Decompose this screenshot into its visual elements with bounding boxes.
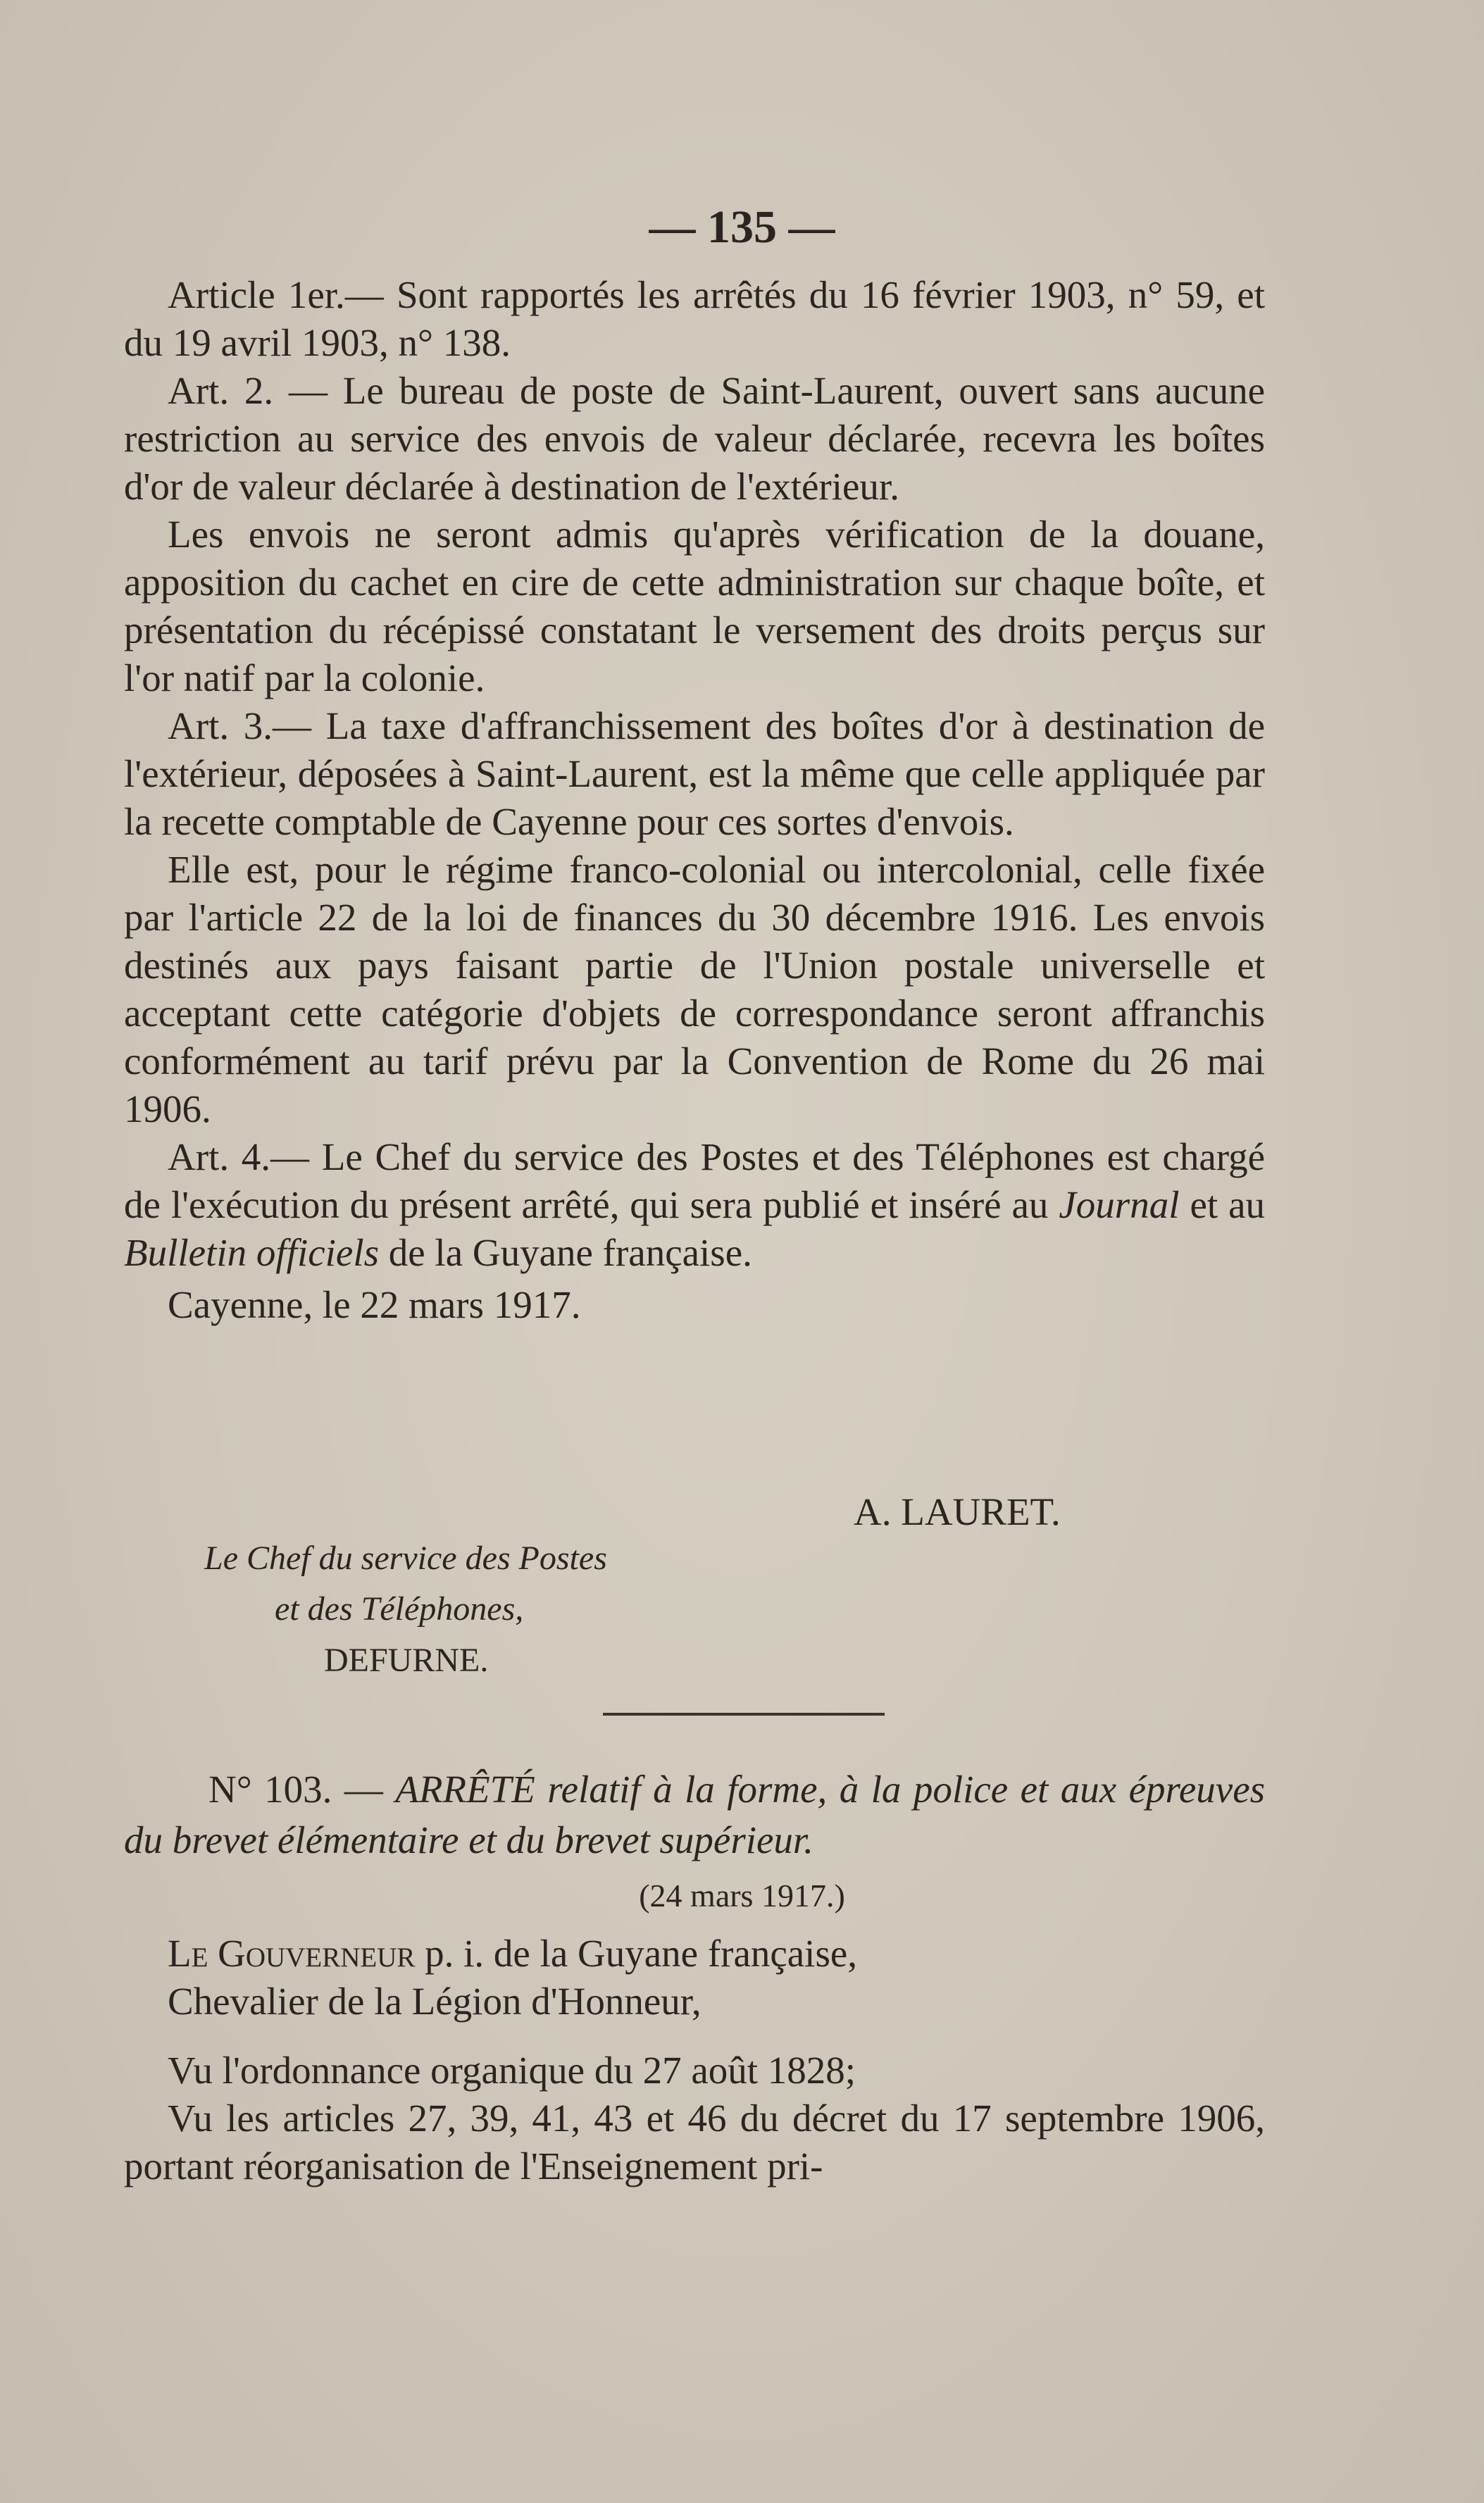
vu-2: Vu les articles 27, 39, 41, 43 et 46 du décret du 17 septembre 1906, portant réorganisation de l'Enseignement pri- <box>124 2097 1265 2187</box>
article-1: Article 1er.— Sont rapportés les arrêtés du 16 février 1903, n° 59, et du 19 avril 1903, n° 138. <box>124 273 1265 364</box>
preamble <box>124 1930 1265 2190</box>
governor-line-2: Chevalier de la Légion d'Honneur, <box>168 1980 702 2023</box>
countersign-title-1: Le Chef du service des Postes <box>204 1540 607 1577</box>
article-3: Art. 3.— La taxe d'affranchissement des boîtes d'or à destination de l'extérieur, déposées à Saint-Laurent, est la même que celle appliquée par la recette comptable de Cayenne pour ces sortes d'envois. <box>124 704 1265 843</box>
decree-date: (24 mars 1917.) <box>639 1878 845 1914</box>
governor-line-1: Le Gouverneur p. i. de la Guyane française, <box>168 1932 858 1975</box>
signatory: A. LAURET. <box>854 1490 1061 1533</box>
journal-ref: Journal <box>1059 1183 1180 1226</box>
section-divider <box>603 1713 885 1716</box>
vu-1: Vu l'ordonnance organique du 27 août 1828; <box>168 2049 856 2092</box>
decree-heading <box>124 1764 1265 1866</box>
page-number: — 135 — <box>649 201 835 253</box>
article-4: Art. 4.— Le Chef du service des Postes et des Téléphones est chargé de l'exécution du présent arrêté, qui sera publié et inséré au Journal et au Bulletin officiels de la Guyane française. <box>124 1135 1266 1274</box>
bulletin-ref: Bulletin officiels <box>124 1231 380 1274</box>
decree-number: N° 103. — <box>208 1768 383 1811</box>
countersign-name: DEFURNE. <box>324 1642 489 1679</box>
countersign-title-2: et des Téléphones, <box>275 1590 524 1628</box>
article-3-paragraph-2: Elle est, pour le régime franco-colonial ou intercolonial, celle fixée par l'article 22 de la loi de finances du 30 décembre 1916. Les envois destinés aux pays faisant partie de l'Union postale universelle et acceptant cette catégorie d'objets de correspondance seront affranchis conformément au tarif prévu par la Convention de Rome du 26 mai 1906. <box>124 848 1265 1130</box>
place-date: Cayenne, le 22 mars 1917. <box>168 1283 581 1326</box>
decree-title: ARRÊTÉ relatif à la forme, à la police et aux épreuves du brevet élémentaire et du brevet supérieur. <box>124 1768 1266 1861</box>
decree-articles <box>124 271 1265 1329</box>
article-2-paragraph-2: Les envois ne seront admis qu'après vérification de la douane, apposition du cachet en cire de cette administration sur chaque boîte, et présentation du récépissé constatant le versement des droits perçus sur l'or natif par la colonie. <box>124 513 1265 699</box>
article-2: Art. 2. — Le bureau de poste de Saint-Laurent, ouvert sans aucune restriction au service des envois de valeur déclarée, recevra les boîtes d'or de valeur déclarée à destination de l'extérieur. <box>124 369 1265 508</box>
